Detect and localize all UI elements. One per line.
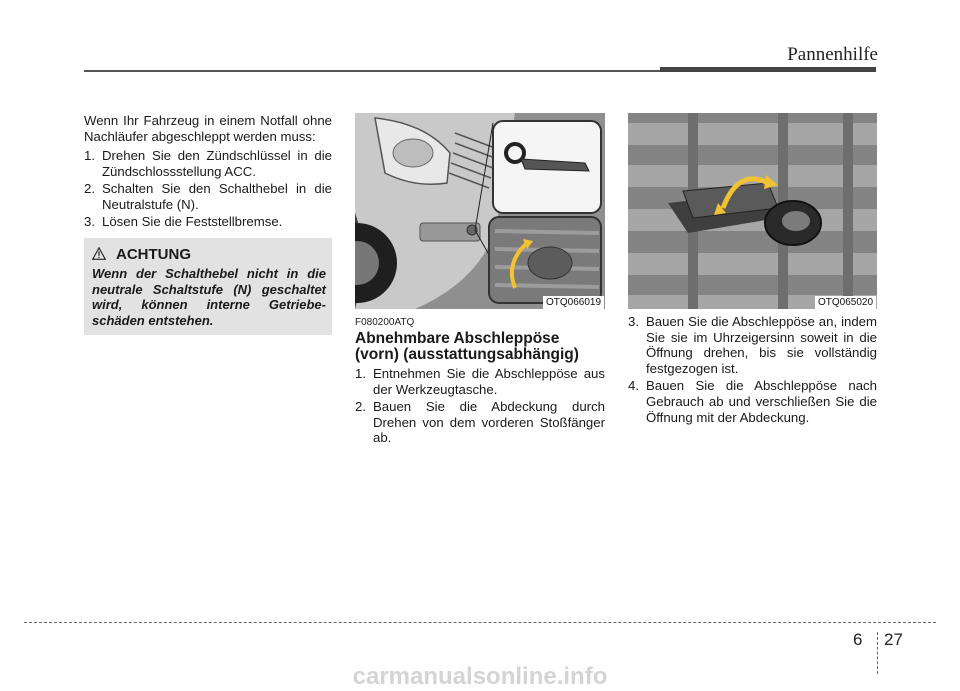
section-heading: Abnehmbare Abschleppöse (vorn) (ausstattungsabhängig) [355,330,579,363]
warning-text: Wenn der Schalthebel nicht in die neutrale Schaltstufe (N) geschaltet wird, können interne Getriebe-schäden entstehen. [92,266,326,328]
list-item: 4. Bauen Sie die Abschleppöse nach Gebrauch ab und verschließen Sie die Öffnung mit der Abdeckung. [628,378,877,425]
page-number: 27 [884,630,903,649]
chapter-title: Pannenhilfe [787,44,878,65]
steps-list-left [84,148,332,232]
bumper-tow-hook-illustration [355,113,605,309]
chapter-number: 6 [853,630,863,649]
list-item: 1. Drehen Sie den Zündschlüssel in die Zündschlossstellung ACC. [84,148,332,179]
warning-title: ACHTUNG [116,246,191,263]
header-rule [84,70,664,72]
grille-tow-hook-illustration [628,113,877,309]
watermark: carmanualsonline.info [352,663,608,690]
list-item: 2. Bauen Sie die Abdeckung durch Drehen von dem vorderen Stoßfänger ab. [355,399,605,446]
list-item: 3. Bauen Sie die Abschleppöse an, indem Sie sie im Uhrzeigersinn soweit in die Öffnung drehen, bis sie vollständig festgezogen ist. [628,314,877,376]
steps-list-middle [355,366,605,448]
section-code: F080200ATQ [355,317,415,328]
header-rule-accent [660,67,876,72]
image-caption: OTQ066019 [543,296,604,309]
list-item: 3. Lösen Sie die Feststellbremse. [84,214,283,230]
footer-rule [24,622,936,623]
warning-triangle-icon [92,247,106,260]
steps-list-right [628,314,877,427]
list-item: 1. Entnehmen Sie die Abschleppöse aus der Werkzeugtasche. [355,366,605,397]
intro-text: Wenn Ihr Fahrzeug in einem Notfall ohne Nachläufer abgeschleppt werden muss: [84,113,332,144]
image-caption: OTQ065020 [815,296,876,309]
list-item: 2. Schalten Sie den Schalthebel in die Neutralstufe (N). [84,181,332,212]
